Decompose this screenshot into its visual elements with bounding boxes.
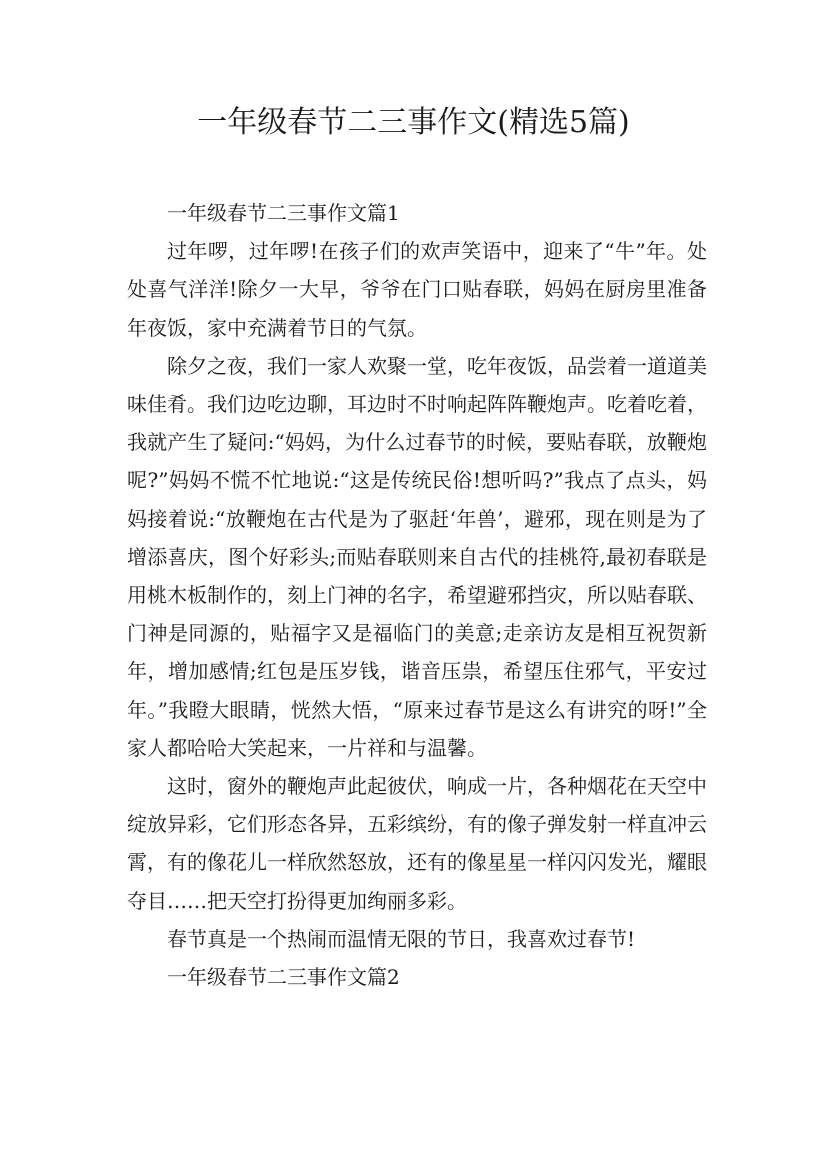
document-body (127, 194, 707, 996)
paragraph-4: 春节真是一个热闹而温情无限的节日，我喜欢过春节! (167, 926, 636, 951)
paragraph-2: 除夕之夜，我们一家人欢聚一堂，吃年夜饭，品尝着一道道美味佳肴。我们边吃边聊，耳边时不时响起阵阵鞭炮声。吃着吃着，我就产生了疑问:“妈妈，为什么过春节的时候，要贴春联，放鞭炮呢?”妈妈不慌不忙地说:“这是传统民俗!想听吗?”我点了点头，妈妈接着说:“放鞭炮在古代是为了驱赶‘年兽’，避邪，现在则是为了增添喜庆，图个好彩头;而贴春联则来自古代的挂桃符,最初春联是用桃木板制作的，刻上门神的名字，希望避邪挡灾，所以贴春联、门神是同源的，贴福字又是福临门的美意;走亲访友是相互祝贺新年，增加感情;红包是压岁钱，谐音压祟，希望压住邪气，平安过年。”我瞪大眼睛，恍然大悟，“原来过春节是这么有讲究的呀!”全家人都哈哈大笑起来，一片祥和与温馨。 (127, 353, 707, 760)
section-heading-2: 一年级春节二三事作文篇2 (167, 965, 400, 990)
section-heading-1: 一年级春节二三事作文篇1 (167, 201, 400, 225)
paragraph-3: 这时，窗外的鞭炮声此起彼伏，响成一片，各种烟花在天空中绽放异彩，它们形态各异，五彩缤纷，有的像子弹发射一样直冲云霄，有的像花儿一样欣然怒放，还有的像星星一样闪闪发光，耀眼夺目……把天空打扮得更加绚丽多彩。 (127, 774, 707, 913)
paragraph-1: 过年啰，过年啰!在孩子们的欢声笑语中，迎来了“牛”年。处处喜气洋洋!除夕一大早，爷爷在门口贴春联，妈妈在厨房里准备年夜饭，家中充满着节日的气氛。 (127, 239, 707, 340)
document-title: 一年级春节二三事作文(精选5篇) (197, 105, 630, 140)
